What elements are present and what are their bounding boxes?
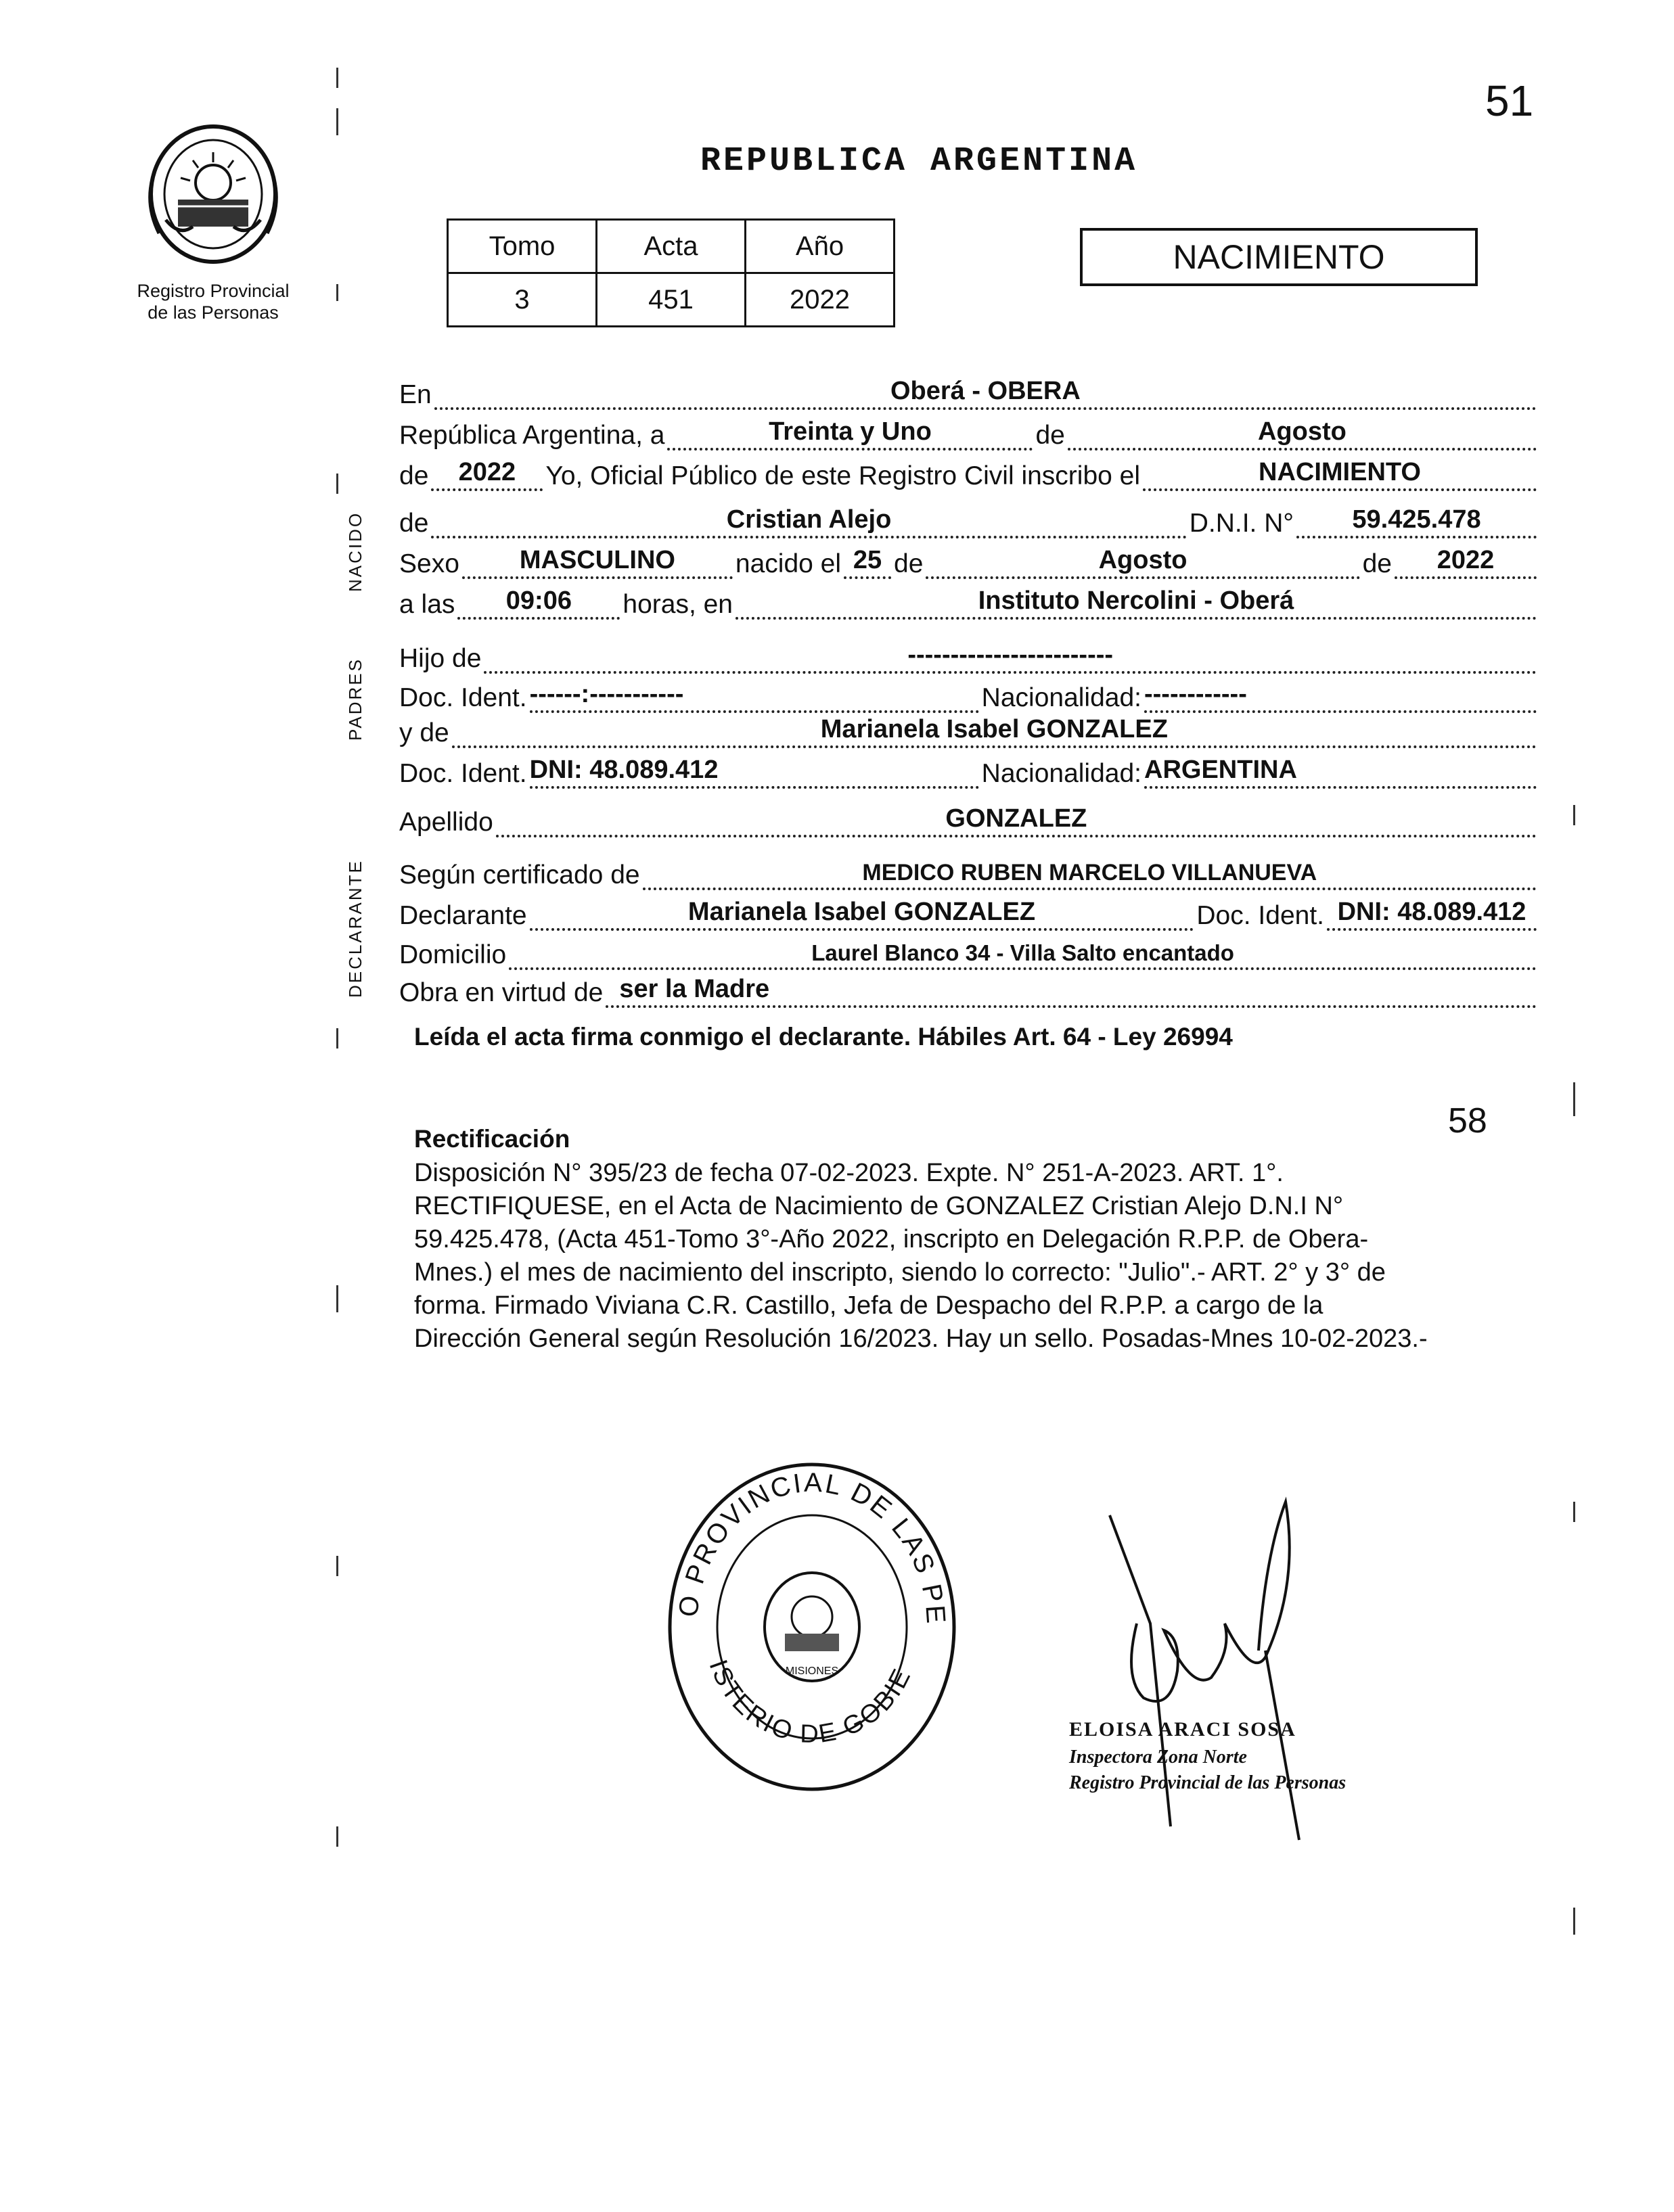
field-nac-dia [844, 547, 891, 579]
field-certificado [643, 858, 1537, 890]
provincial-shield-logo [139, 118, 288, 281]
field-nombre [431, 506, 1186, 538]
label-de-anio: de [399, 461, 429, 490]
field-declarante [530, 898, 1194, 931]
field-declarante-doc [1327, 898, 1537, 931]
row-apellido [399, 798, 1539, 837]
field-apellido [496, 805, 1537, 837]
row-domicilio [399, 931, 1539, 970]
value-padre-doc: ------:----------- [529, 680, 684, 708]
side-label-padres: PADRES [345, 658, 365, 741]
seal-inner-text: MISIONES [785, 1665, 839, 1677]
row-certificado [399, 851, 1539, 890]
label-de-anio-nac: de [1362, 549, 1392, 578]
side-label-declarante: DECLARANTE [345, 859, 365, 998]
label-nacionalidad-madre: Nacionalidad: [981, 759, 1141, 788]
value-nombre: Cristian Alejo [726, 505, 892, 534]
field-lugar [434, 377, 1537, 410]
label-hijo-de: Hijo de [399, 644, 482, 673]
field-padre [484, 641, 1537, 674]
value-declarante-doc: DNI: 48.089.412 [1337, 898, 1526, 926]
ref-value-anio: 2022 [746, 273, 895, 327]
rectificacion-number: 58 [1448, 1101, 1487, 1140]
field-inscribe [1143, 459, 1537, 491]
rectificacion-line: Disposición N° 395/23 de fecha 07-02-2023. Expte. N° 251-A-2023. ART. 1°. [414, 1159, 1284, 1187]
margin-mark [336, 1028, 338, 1049]
margin-mark [336, 1285, 338, 1312]
field-mes [1068, 418, 1537, 451]
value-hora: 09:06 [505, 586, 572, 615]
value-apellido: GONZALEZ [945, 804, 1087, 833]
field-sexo [462, 547, 733, 579]
margin-mark [336, 1826, 338, 1847]
label-sexo: Sexo [399, 549, 459, 578]
ref-header-acta: Acta [597, 220, 746, 273]
logo-caption [112, 280, 315, 323]
row-anio-inscripcion [399, 452, 1539, 491]
label-horas-en: horas, en [623, 590, 733, 619]
margin-mark [1573, 1908, 1575, 1935]
field-anio [431, 459, 543, 491]
label-domicilio: Domicilio [399, 940, 507, 969]
seal-text-bottom: ISTERIO DE GOBIE [703, 1656, 918, 1749]
label-de: de [1035, 421, 1065, 450]
official-seal-stamp [650, 1444, 974, 1796]
field-madre-nacionalidad [1144, 756, 1537, 789]
margin-mark [1573, 805, 1575, 825]
registry-reference-table [447, 218, 895, 327]
value-madre-nacionalidad: ARGENTINA [1144, 756, 1297, 784]
rectificacion-body [414, 1157, 1558, 1356]
label-doc-ident: Doc. Ident. [399, 683, 527, 712]
label-nacionalidad: Nacionalidad: [981, 683, 1141, 712]
rectificacion-line: 59.425.478, (Acta 451-Tomo 3°-Año 2022, inscripto en Delegación R.P.P. de Obera- [414, 1225, 1369, 1253]
value-inscribe: NACIMIENTO [1259, 458, 1421, 486]
value-domicilio: Laurel Blanco 34 - Villa Salto encantado [811, 940, 1234, 965]
ref-header-anio: Año [746, 220, 895, 273]
label-nacido-el: nacido el [735, 549, 842, 578]
field-obra [606, 975, 1537, 1008]
value-anio: 2022 [458, 458, 516, 486]
value-lugar: Oberá - OBERA [890, 377, 1081, 405]
row-fecha [399, 411, 1539, 451]
row-hora-lugar [399, 580, 1539, 620]
value-nac-anio: 2022 [1437, 546, 1495, 574]
signer-name: ELOISA ARACI SOSA [1069, 1718, 1296, 1741]
seal-text-top: O PROVINCIAL DE LAS PE [673, 1467, 951, 1627]
side-label-nacido: NACIDO [345, 511, 365, 592]
value-dni: 59.425.478 [1352, 505, 1481, 534]
row-madre-doc [399, 750, 1539, 789]
row-padre-doc [399, 674, 1539, 713]
logo-caption-line-1: Registro Provincial [137, 281, 290, 301]
row-lugar [399, 371, 1539, 410]
field-hora [457, 587, 620, 620]
rectificacion-line: Mnes.) el mes de nacimiento del inscripto, siendo lo correcto: "Julio".- ART. 2° y 3° de [414, 1258, 1386, 1287]
label-declarante: Declarante [399, 901, 527, 930]
document-kind-box: NACIMIENTO [1080, 228, 1478, 286]
margin-mark [336, 108, 338, 135]
rectificacion-line: Dirección General según Resolución 16/2023. Hay un sello. Posadas-Mnes 10-02-2023.- [414, 1324, 1428, 1353]
margin-mark [336, 68, 338, 88]
field-lugar-nacimiento [736, 587, 1537, 620]
ref-value-acta: 451 [597, 273, 746, 327]
row-madre [399, 709, 1539, 748]
field-padre-doc [530, 681, 979, 713]
rectificacion-line: forma. Firmado Viviana C.R. Castillo, Jefa de Despacho del R.P.P. a cargo de la [414, 1291, 1324, 1320]
field-dia [667, 418, 1033, 451]
row-obra [399, 969, 1539, 1008]
page-number: 51 [1485, 76, 1534, 125]
value-certificado: MEDICO RUBEN MARCELO VILLANUEVA [862, 860, 1317, 885]
value-madre: Marianela Isabel GONZALEZ [820, 715, 1168, 743]
label-y-de: y de [399, 718, 449, 747]
label-dni: D.N.I. N° [1189, 509, 1294, 538]
value-lugar-nacimiento: Instituto Nercolini - Oberá [978, 586, 1294, 615]
label-certificado: Según certificado de [399, 860, 640, 890]
margin-mark [336, 474, 338, 494]
field-padre-nacionalidad [1144, 681, 1537, 713]
label-en: En [399, 380, 432, 409]
legal-note: Leída el acta firma conmigo el declarante. Hábiles Art. 64 - Ley 26994 [414, 1023, 1233, 1051]
label-republica: República Argentina, a [399, 421, 665, 450]
signature-block [1069, 1718, 1346, 1794]
ref-value-tomo: 3 [448, 273, 597, 327]
row-nombre [399, 499, 1539, 538]
field-domicilio [509, 938, 1537, 970]
field-dni [1296, 506, 1537, 538]
rectificacion-title: Rectificación [414, 1125, 570, 1153]
value-obra: ser la Madre [619, 975, 770, 1003]
label-a-las: a las [399, 590, 455, 619]
field-madre-doc [530, 756, 979, 789]
row-sexo-nacimiento [399, 540, 1539, 579]
value-padre-nacionalidad: ------------ [1144, 680, 1247, 708]
label-doc-ident-declarante: Doc. Ident. [1196, 901, 1324, 930]
logo-caption-line-2: de las Personas [148, 302, 279, 323]
value-nac-dia: 25 [853, 546, 882, 574]
signer-organization: Registro Provincial de las Personas [1069, 1772, 1347, 1793]
margin-mark [336, 284, 338, 301]
margin-mark [1573, 1502, 1575, 1522]
value-padre: ------------------------ [907, 641, 1114, 669]
value-nac-mes: Agosto [1098, 546, 1187, 574]
margin-mark [336, 1556, 338, 1576]
label-de-mes: de [894, 549, 924, 578]
row-padre [399, 635, 1539, 674]
label-apellido: Apellido [399, 808, 493, 837]
page-title: REPUBLICA ARGENTINA [700, 142, 1138, 181]
label-doc-ident-madre: Doc. Ident. [399, 759, 527, 788]
label-de-nombre: de [399, 509, 429, 538]
value-dia: Treinta y Uno [769, 417, 932, 446]
label-yo-oficial: Yo, Oficial Público de este Registro Civil inscribo el [545, 461, 1141, 490]
field-nac-anio [1395, 547, 1537, 579]
label-obra: Obra en virtud de [399, 978, 604, 1007]
field-madre [452, 716, 1537, 748]
value-sexo: MASCULINO [519, 546, 675, 574]
handwritten-signature [1096, 1475, 1326, 1853]
value-mes: Agosto [1257, 417, 1347, 446]
margin-mark [1573, 1082, 1575, 1116]
field-nac-mes [926, 547, 1359, 579]
signer-role: Inspectora Zona Norte [1069, 1747, 1247, 1768]
rectificacion-line: RECTIFIQUESE, en el Acta de Nacimiento de GONZALEZ Cristian Alejo D.N.I N° [414, 1192, 1344, 1220]
value-madre-doc: DNI: 48.089.412 [529, 756, 719, 784]
ref-header-tomo: Tomo [448, 220, 597, 273]
row-declarante [399, 892, 1539, 931]
value-declarante: Marianela Isabel GONZALEZ [687, 898, 1036, 926]
